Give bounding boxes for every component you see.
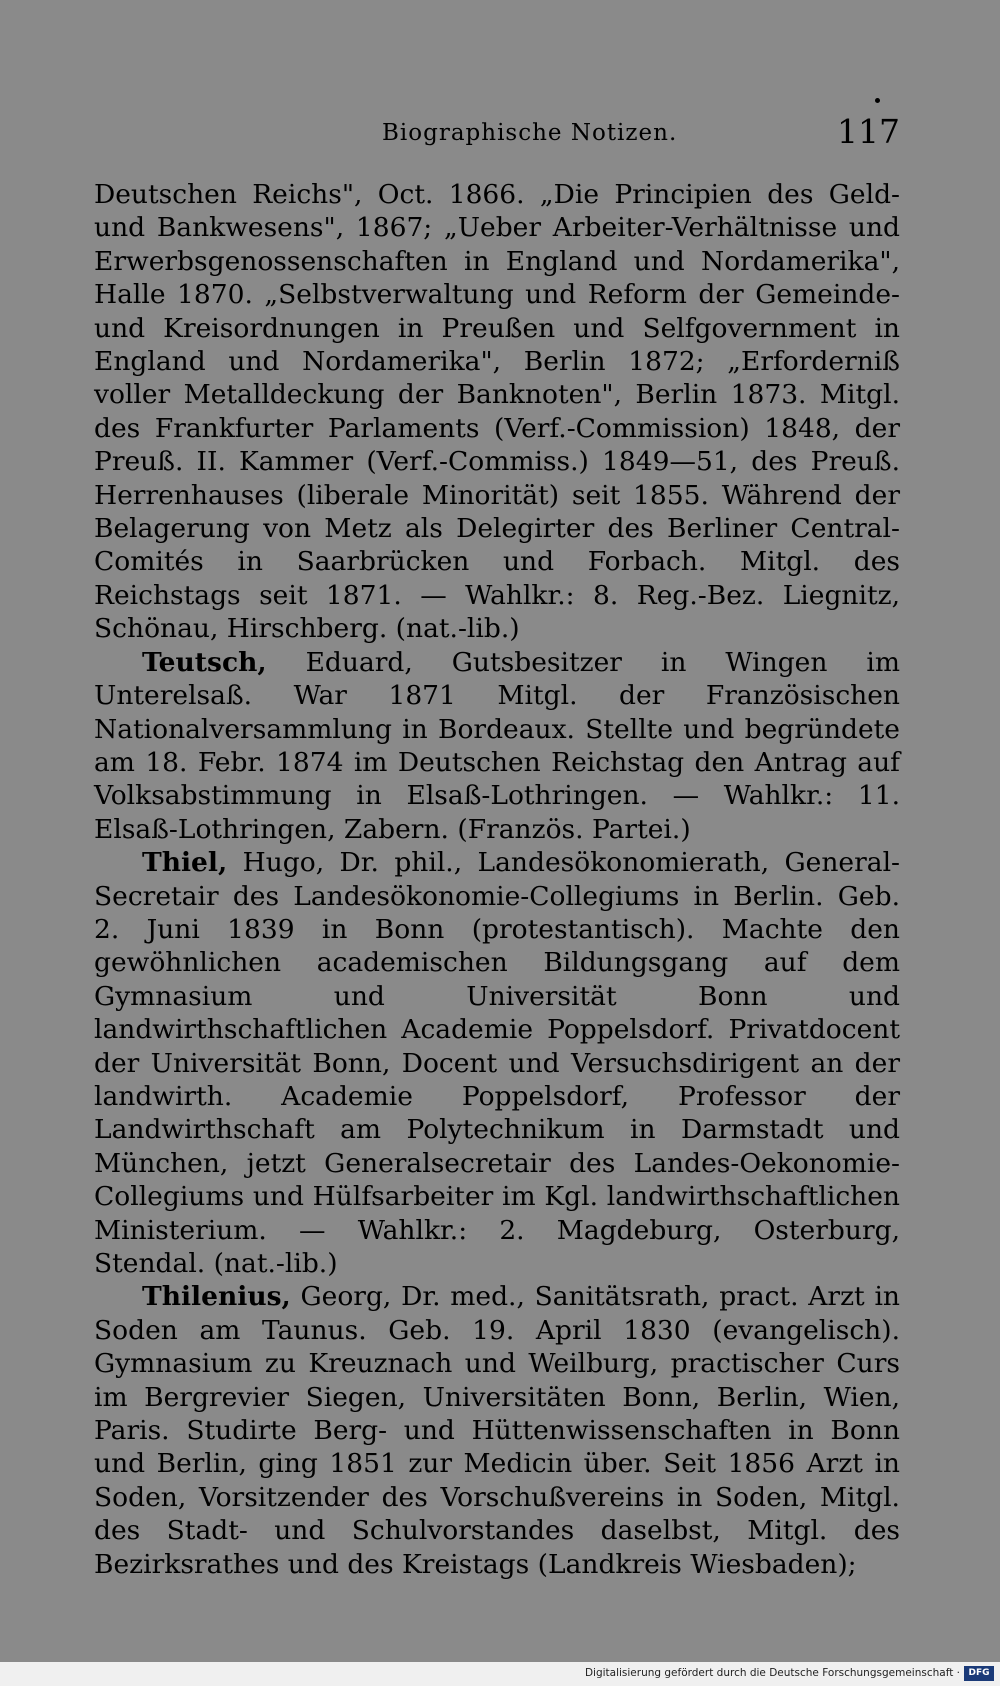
entry-name: Thilenius, (142, 1281, 291, 1313)
body-text (94, 178, 900, 1581)
entry-teutsch (94, 646, 900, 846)
funding-credit: Digitalisierung gefördert durch die Deutsche Forschungsgemeinschaft · (584, 1667, 960, 1679)
running-title: Biographische Notizen. (382, 120, 678, 146)
entry-body: Georg, Dr. med., Sanitätsrath, pract. Arzt in Soden am Taunus. Geb. 19. April 1830 (evangelisch). Gymnasium zu Kreuznach und Weilburg, practischer Curs im Bergrevier Siegen, Universitäten Bonn, Berlin, Wien, Paris. Studirte Berg- und Hüttenwissenschaften in Bonn und Berlin, ging 1851 zur Medicin über. Seit 1856 Arzt in Soden, Vorsitzender des Vorschußvereins in Soden, Mitgl. des Stadt- und Schulvorstandes daselbst, Mitgl. des Bezirksrathes und des Kreistags (Landkreis Wiesbaden); (94, 1281, 900, 1580)
dot-mark (875, 98, 880, 103)
page-number: 117 (837, 112, 900, 151)
entry-body: Hugo, Dr. phil., Landesökonomierath, General-Secretair des Landesökonomie-Collegiums in Berlin. Geb. 2. Juni 1839 in Bonn (protestantisch). Machte den gewöhnlichen academischen Bildungsgang auf dem Gymnasium und Universität Bonn und landwirthschaftlichen Academie Poppelsdorf. Privatdocent der Universität Bonn, Docent und Versuchsdirigent an der landwirth. Academie Poppelsdorf, Professor der Landwirthschaft am Polytechnikum in Darmstadt und München, jetzt Generalsecretair des Landes-Oekonomie-Collegiums und Hülfsarbeiter im Kgl. landwirthschaftlichen Ministerium. — Wahlkr.: 2. Magdeburg, Osterburg, Stendal. (nat.-lib.) (94, 847, 900, 1279)
entry-thilenius (94, 1280, 900, 1581)
entry-thiel (94, 846, 900, 1280)
dfg-logo: DFG (964, 1666, 994, 1681)
entry-name: Thiel, (142, 847, 228, 879)
continuation-paragraph: Deutschen Reichs", Oct. 1866. „Die Principien des Geld- und Bankwesens", 1867; „Ueber Arbeiter-Verhältnisse und Erwerbsgenossenschaften in England und Nordamerika", Halle 1870. „Selbstverwaltung und Reform der Gemeinde- und Kreisordnungen in Preußen und Selfgovernment in England und Nordamerika", Berlin 1872; „Erforderniß voller Metalldeckung der Banknoten", Berlin 1873. Mitgl. des Frankfurter Parlaments (Verf.-Commission) 1848, der Preuß. II. Kammer (Verf.-Commiss.) 1849—51, des Preuß. Herrenhauses (liberale Minorität) seit 1855. Während der Belagerung von Metz als Delegirter des Berliner Central-Comités in Saarbrücken und Forbach. Mitgl. des Reichstags seit 1871. — Wahlkr.: 8. Reg.-Bez. Liegnitz, Schönau, Hirschberg. (nat.-lib.) (94, 179, 900, 645)
page-header (94, 112, 900, 152)
entry-name: Teutsch, (142, 646, 267, 678)
entry-body: Eduard, Gutsbesitzer in Wingen im Unterelsaß. War 1871 Mitgl. der Französischen Nationalversammlung in Bordeaux. Stellte und begründete am 18. Febr. 1874 im Deutschen Reichstag den Antrag auf Volksabstimmung in Elsaß-Lothringen. — Wahlkr.: 11. Elsaß-Lothringen, Zabern. (Französ. Partei.) (94, 646, 900, 845)
footer-bar (0, 1662, 1000, 1686)
